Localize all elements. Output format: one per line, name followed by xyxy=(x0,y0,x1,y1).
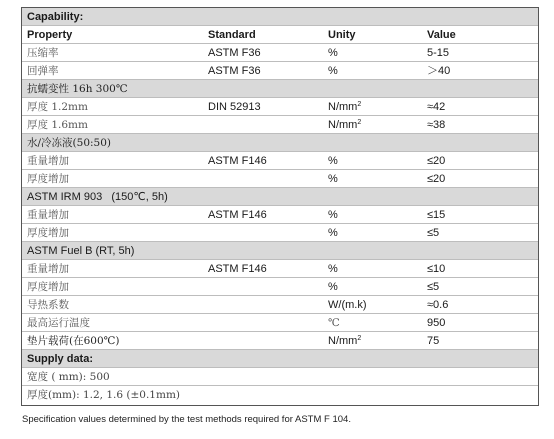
row-property: 重量增加 xyxy=(27,263,69,275)
row-value: ≈38 xyxy=(427,119,446,131)
group-header-row xyxy=(22,80,538,98)
row-unity xyxy=(328,335,361,347)
table-row xyxy=(22,224,538,242)
row-value: ≤5 xyxy=(427,227,440,239)
group-header-row xyxy=(22,188,538,206)
row-unity: % xyxy=(328,155,338,167)
row-unity: % xyxy=(328,227,338,239)
row-property: 厚度 1.6mm xyxy=(27,119,88,131)
row-unity xyxy=(328,101,361,113)
row-value: ≤10 xyxy=(427,263,446,275)
row-unity: % xyxy=(328,173,338,185)
row-unity: % xyxy=(328,47,338,59)
row-unity xyxy=(328,119,361,131)
table-row xyxy=(22,296,538,314)
row-property: 重量增加 xyxy=(27,209,69,221)
row-standard: DIN 52913 xyxy=(208,101,261,113)
row-property: 厚度增加 xyxy=(27,227,69,239)
row-unity: % xyxy=(328,65,338,77)
unit-text: N/mm xyxy=(328,335,358,347)
unit-superscript: 2 xyxy=(357,119,362,126)
row-standard: ASTM F36 xyxy=(208,47,261,59)
header-standard: Standard xyxy=(208,29,256,41)
row-value: ≤5 xyxy=(427,281,440,293)
header-property: Property xyxy=(27,29,73,41)
row-value: ≤20 xyxy=(427,173,446,185)
footnote: Specification values determined by the test methods required for ASTM F 104. xyxy=(22,414,351,425)
unit-text: N/mm xyxy=(328,101,358,113)
row-property: 压缩率 xyxy=(27,47,59,59)
supply-width: 宽度 ( mm): 500 xyxy=(27,371,110,383)
supply-width-row xyxy=(22,368,538,386)
section-header-supply xyxy=(22,350,538,368)
row-value: ＞40 xyxy=(427,65,451,77)
table-row xyxy=(22,116,538,134)
section-header-capability xyxy=(22,8,538,26)
row-standard: ASTM F146 xyxy=(208,263,267,275)
row-unity: ℃ xyxy=(328,317,340,329)
row-property: 重量增加 xyxy=(27,155,69,167)
group-title: ASTM IRM 903 (150℃, 5h) xyxy=(27,191,168,203)
row-property: 厚度 1.2mm xyxy=(27,101,88,113)
row-value: ≈0.6 xyxy=(427,299,449,311)
column-header-row xyxy=(22,26,538,44)
table-row xyxy=(22,44,538,62)
row-property: 最高运行温度 xyxy=(27,317,90,329)
unit-text: N/mm xyxy=(328,119,358,131)
row-standard: ASTM F146 xyxy=(208,155,267,167)
table-row xyxy=(22,62,538,80)
header-value: Value xyxy=(427,29,456,41)
row-unity: W/(m.k) xyxy=(328,299,367,311)
row-unity: % xyxy=(328,263,338,275)
row-value: ≤20 xyxy=(427,155,446,167)
supply-thickness: 厚度(mm): 1.2, 1.6 (±0.1mm) xyxy=(27,389,180,401)
group-header-row xyxy=(22,242,538,260)
row-standard: ASTM F146 xyxy=(208,209,267,221)
group-title: 抗蠕变性 16h 300℃ xyxy=(27,83,128,95)
header-unity: Unity xyxy=(328,29,356,41)
unit-superscript: 2 xyxy=(357,101,362,108)
capability-table xyxy=(21,7,539,406)
table-row xyxy=(22,314,538,332)
row-property: 回弹率 xyxy=(27,65,59,77)
row-value: 75 xyxy=(427,335,440,347)
table-row xyxy=(22,332,538,350)
table-row xyxy=(22,170,538,188)
row-property: 厚度增加 xyxy=(27,173,69,185)
group-title: ASTM Fuel B (RT, 5h) xyxy=(27,245,135,257)
table-row xyxy=(22,278,538,296)
section-title: Supply data: xyxy=(27,353,94,365)
supply-thickness-row xyxy=(22,386,538,404)
table-row xyxy=(22,152,538,170)
table-row xyxy=(22,98,538,116)
row-property: 导热系数 xyxy=(27,299,69,311)
unit-superscript: 2 xyxy=(357,335,362,342)
row-value: 5-15 xyxy=(427,47,450,59)
row-value: ≤15 xyxy=(427,209,446,221)
row-unity: % xyxy=(328,209,338,221)
table-row xyxy=(22,260,538,278)
row-property: 垫片载荷(在600℃) xyxy=(27,335,120,347)
group-title: 水/冷冻液(50:50) xyxy=(27,137,111,149)
row-unity: % xyxy=(328,281,338,293)
row-standard: ASTM F36 xyxy=(208,65,261,77)
table-row xyxy=(22,206,538,224)
row-value: 950 xyxy=(427,317,446,329)
row-property: 厚度增加 xyxy=(27,281,69,293)
section-title: Capability: xyxy=(27,11,84,23)
group-header-row xyxy=(22,134,538,152)
row-value: ≈42 xyxy=(427,101,446,113)
